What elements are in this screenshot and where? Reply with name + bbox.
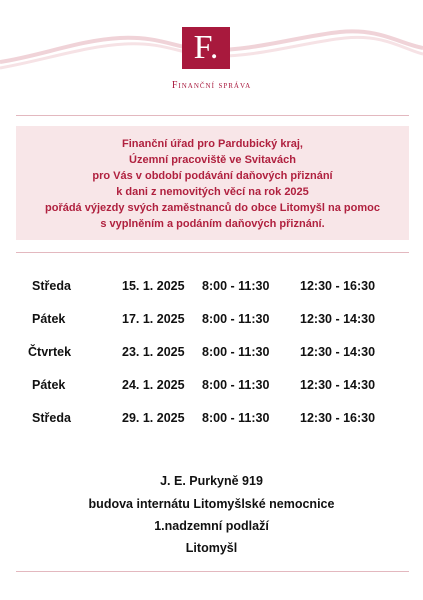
notice-box (16, 126, 409, 240)
schedule-date: 23. 1. 2025 (122, 345, 185, 359)
schedule-day: Středa (32, 279, 71, 293)
schedule-day: Středa (32, 411, 71, 425)
schedule-date: 24. 1. 2025 (122, 378, 185, 392)
address-line: budova internátu Litomyšlské nemocnice (88, 497, 335, 511)
schedule-row (0, 312, 423, 332)
notice-line: Finanční úřad pro Pardubický kraj, (122, 138, 303, 150)
schedule-morning: 8:00 - 11:30 (202, 345, 270, 359)
notice-line: pořádá výjezdy svých zaměstnanců do obce Litomyšl na pomoc (45, 202, 380, 214)
schedule-afternoon: 12:30 - 14:30 (300, 345, 376, 359)
address-line: Litomyšl (185, 541, 238, 555)
schedule-morning: 8:00 - 11:30 (202, 312, 270, 326)
divider-bottom (16, 571, 409, 572)
divider-top (16, 115, 409, 116)
schedule-row (0, 279, 423, 299)
schedule-day: Pátek (32, 378, 66, 392)
schedule-morning: 8:00 - 11:30 (202, 378, 270, 392)
notice-line: Územní pracoviště ve Svitavách (129, 154, 296, 166)
schedule-afternoon: 12:30 - 14:30 (300, 378, 376, 392)
logo: F. (182, 27, 230, 69)
schedule-date: 15. 1. 2025 (122, 279, 185, 293)
schedule-row (0, 378, 423, 398)
schedule-date: 17. 1. 2025 (122, 312, 185, 326)
schedule-row (0, 411, 423, 431)
schedule-afternoon: 12:30 - 16:30 (300, 279, 376, 293)
address-line: J. E. Purkyně 919 (160, 474, 263, 488)
address-line: 1.nadzemní podlaží (154, 519, 269, 533)
divider-middle (16, 252, 409, 253)
schedule-morning: 8:00 - 11:30 (202, 411, 270, 425)
notice-line: k dani z nemovitých věcí na rok 2025 (116, 186, 309, 198)
schedule-afternoon: 12:30 - 14:30 (300, 312, 376, 326)
brand-name (0, 80, 423, 91)
schedule-morning: 8:00 - 11:30 (202, 279, 270, 293)
schedule-day: Čtvrtek (28, 345, 72, 359)
schedule-day: Pátek (32, 312, 66, 326)
brand-name-text: Finanční správa (171, 80, 252, 91)
schedule-row (0, 345, 423, 365)
schedule-afternoon: 12:30 - 16:30 (300, 411, 376, 425)
notice-line: s vyplněním a podáním daňových přiznání. (100, 218, 325, 230)
notice-line: pro Vás v období podávání daňových přiznání (92, 170, 333, 182)
schedule-date: 29. 1. 2025 (122, 411, 185, 425)
